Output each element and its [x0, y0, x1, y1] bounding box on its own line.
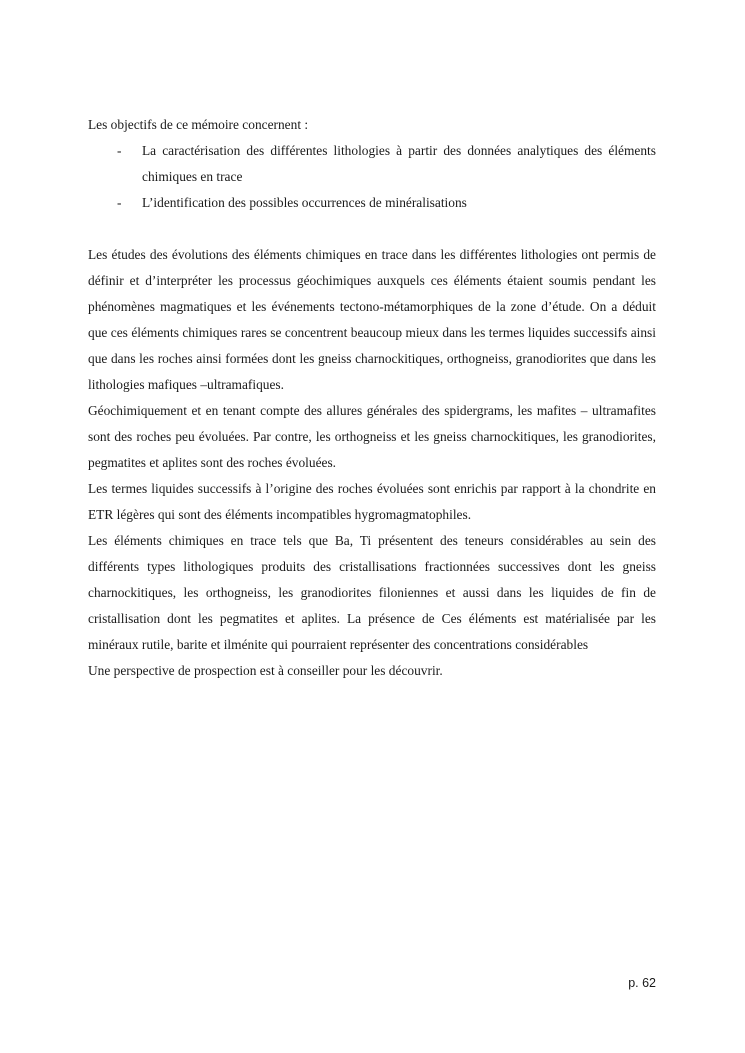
paragraph: Les études des évolutions des éléments chimiques en trace dans les différentes lithologies ont permis de définir et d’interpréter les processus géochimiques auxquels ces éléments étaient soumis pendant les phénomènes magmatiques et les événements tectono-métamorphiques de la zone d’étude. On a déduit que ces éléments chimiques rares se concentrent beaucoup mieux dans les termes liquides successifs ainsi que dans les roches ainsi formées dont les gneiss charnockitiques, orthogneiss, granodiorites que dans les lithologies mafiques –ultramafiques.: [88, 247, 656, 392]
body-text: [88, 242, 656, 684]
paragraph: Une perspective de prospection est à conseiller pour les découvrir.: [88, 663, 443, 678]
list-item: [88, 190, 656, 216]
paragraph: Les termes liquides successifs à l’origine des roches évoluées sont enrichis par rapport à la chondrite en ETR légères qui sont des éléments incompatibles hygromagmatophiles.: [88, 481, 656, 522]
list-item-text: L’identification des possibles occurrences de minéralisations: [142, 195, 467, 210]
document-page: [88, 112, 656, 684]
list-bullet: -: [117, 195, 122, 210]
list-item-text: La caractérisation des différentes lithologies à partir des données analytiques des éléments chimiques en trace: [142, 143, 656, 184]
page-number: p. 62: [628, 976, 656, 990]
objectives-list: [88, 138, 656, 216]
intro-heading: Les objectifs de ce mémoire concernent :: [88, 117, 309, 132]
paragraph: Les éléments chimiques en trace tels que Ba, Ti présentent des teneurs considérables au sein des différents types lithologiques produits des cristallisations fractionnées successives dont les gneiss charnockitiques, les orthogneiss, les granodiorites filoniennes et aussi dans les liquides de fin de cristallisation dont les pegmatites et aplites. La présence de Ces éléments est matérialisée par les minéraux rutile, barite et ilménite qui pourraient représenter des concentrations considérables: [88, 533, 656, 652]
list-item: [88, 138, 656, 190]
list-bullet: -: [117, 143, 122, 158]
paragraph: Géochimiquement et en tenant compte des allures générales des spidergrams, les mafites – ultramafites sont des roches peu évoluées. Par contre, les orthogneiss et les gneiss charnockitiques, les granodiorites, pegmatites et aplites sont des roches évoluées.: [88, 403, 656, 470]
